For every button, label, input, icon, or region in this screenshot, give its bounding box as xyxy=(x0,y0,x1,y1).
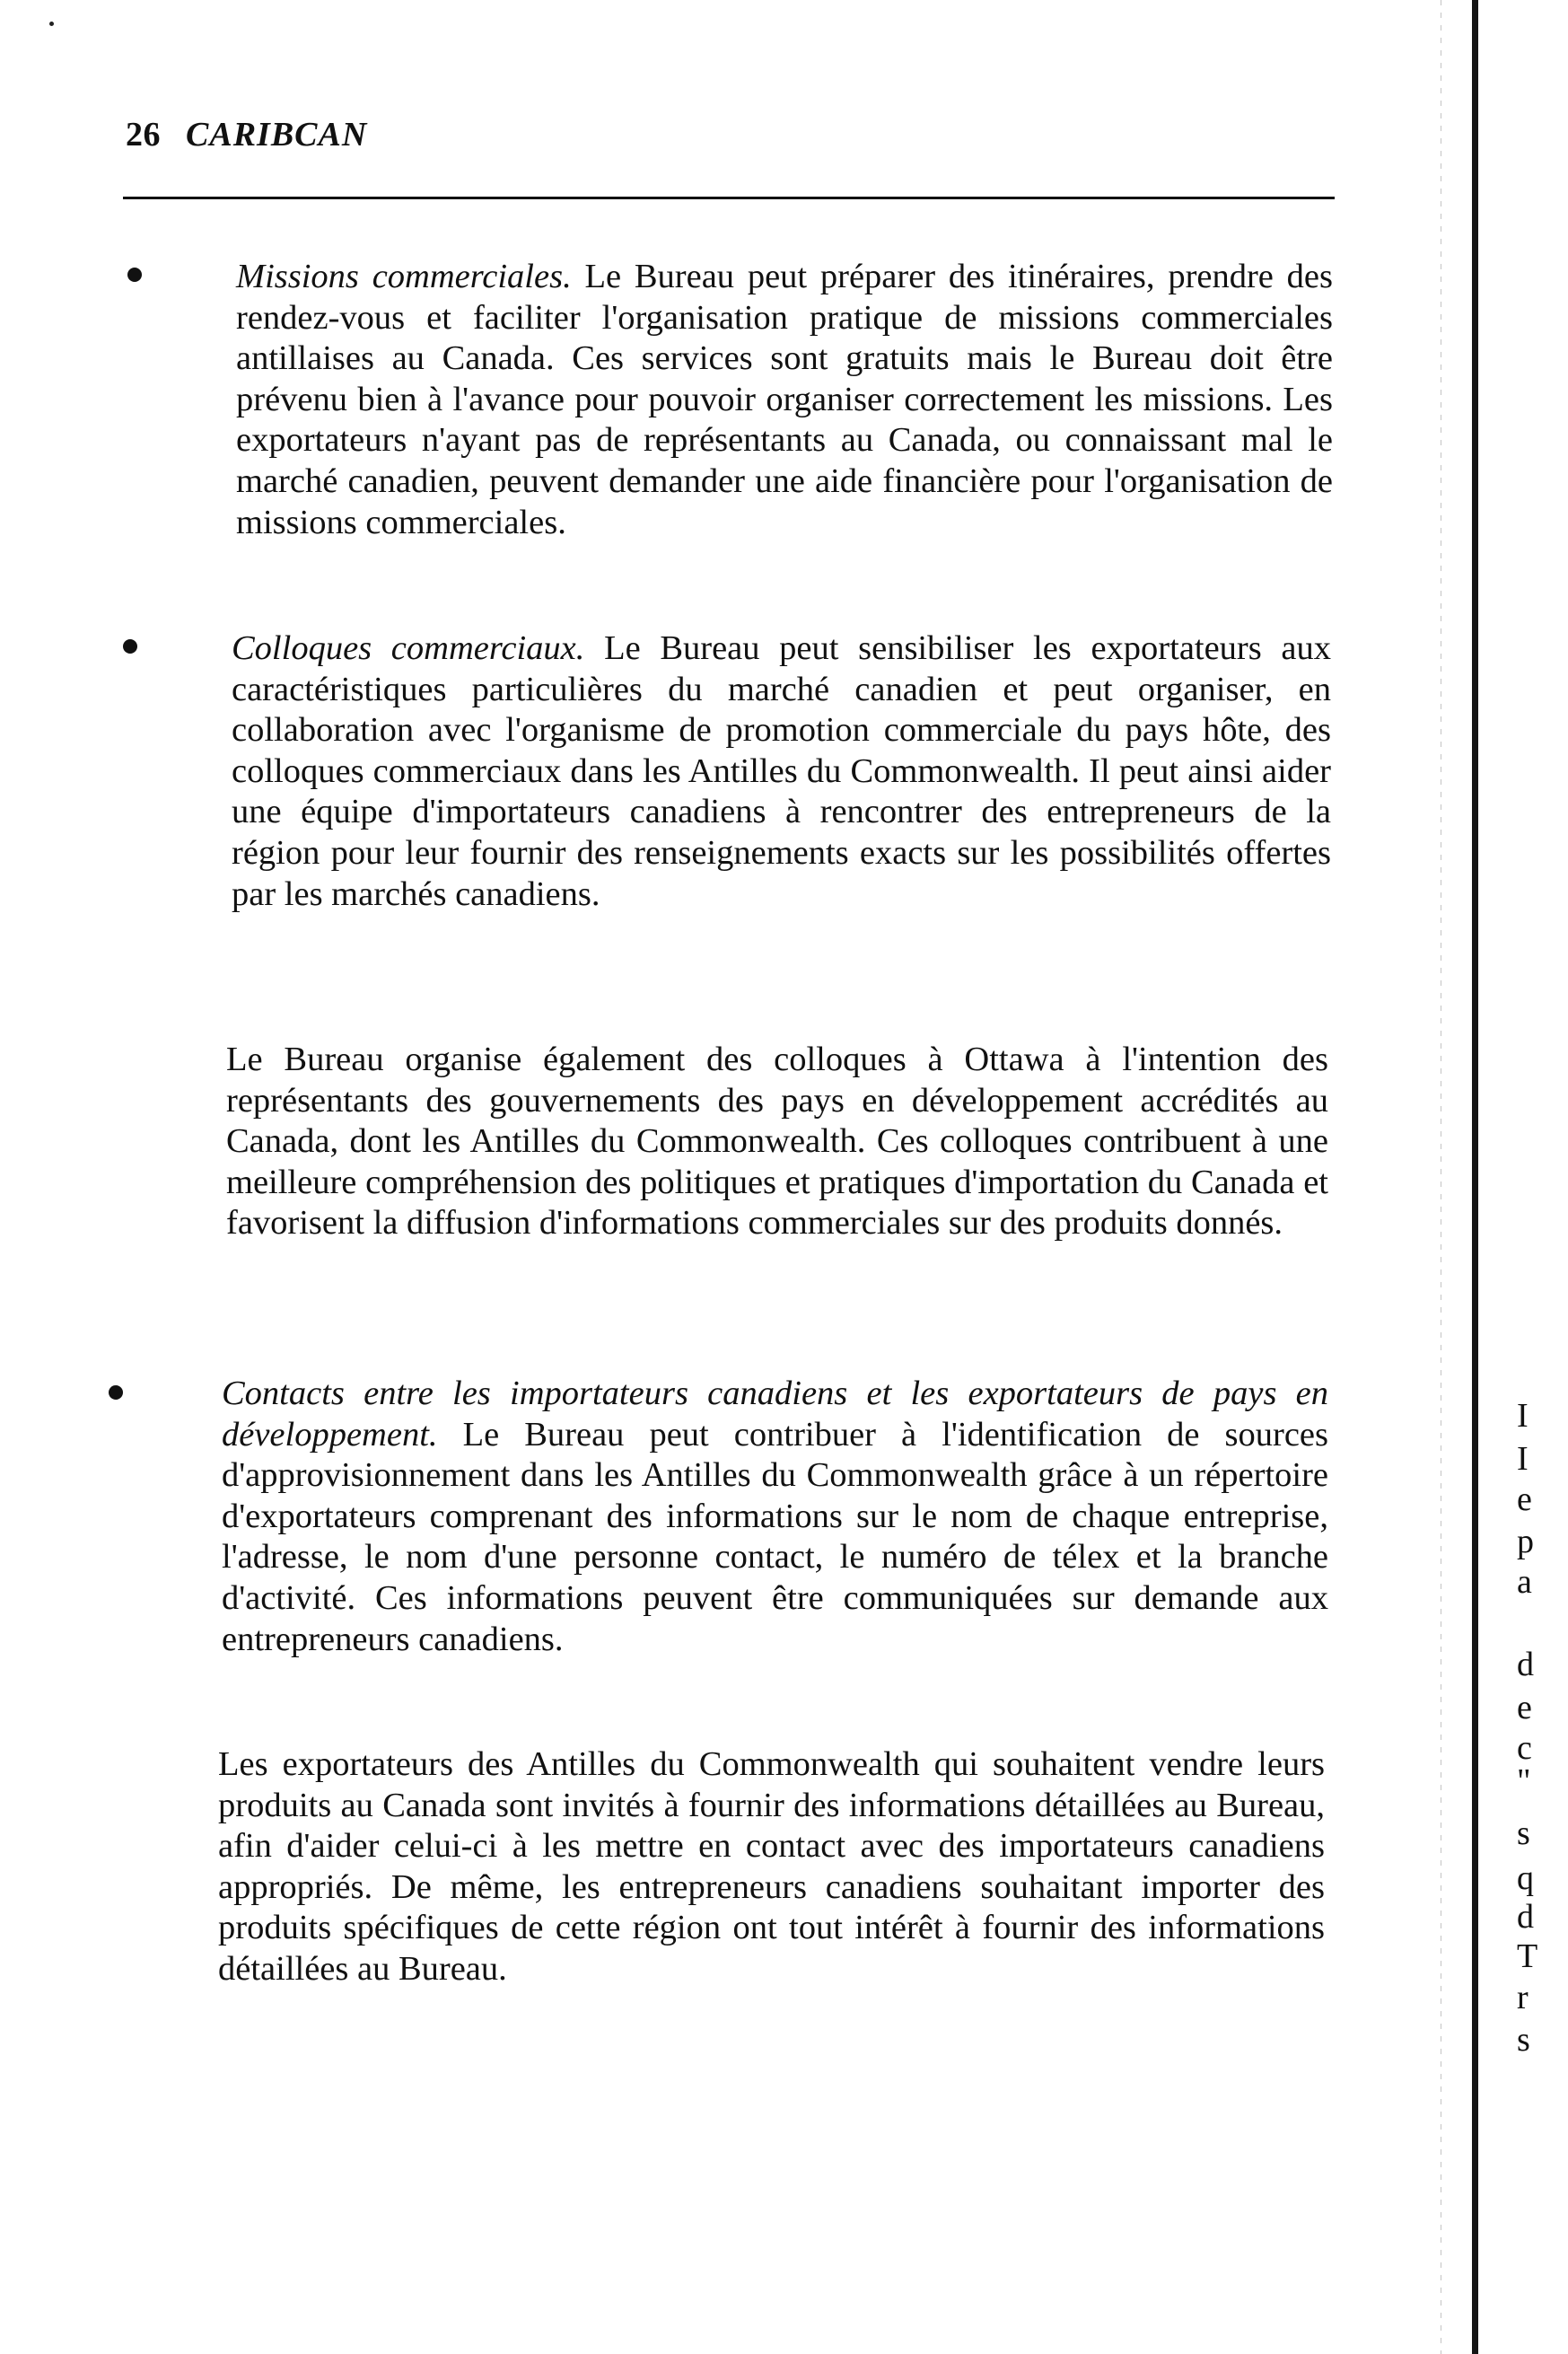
page-number: 26 xyxy=(126,116,161,154)
bullet-icon xyxy=(109,1385,123,1400)
book-binding xyxy=(1472,0,1478,2354)
adjacent-page-letter: c xyxy=(1517,1729,1532,1767)
adjacent-page-letter: a xyxy=(1517,1563,1532,1601)
adjacent-page-letter: q xyxy=(1517,1859,1534,1897)
adjacent-page-letter: T xyxy=(1517,1937,1538,1975)
paragraph-lead: Contacts entre les importateurs canadiens et les exportateurs de pays en développement. xyxy=(222,1375,1328,1454)
running-title: CARIBCAN xyxy=(186,116,368,154)
adjacent-page-letter: e xyxy=(1517,1480,1532,1518)
bullet-icon xyxy=(123,639,137,654)
adjacent-page-letter: e xyxy=(1517,1689,1532,1726)
adjacent-page-letter: r xyxy=(1517,1979,1529,2016)
bullet-icon xyxy=(127,268,142,282)
paragraph-colloques xyxy=(232,628,1331,915)
paragraph-text: Le Bureau peut sensibiliser les exportateurs aux caractéristiques particulières du marché canadien et peut organiser, en collaboration avec l'organisme de promotion commerciale du pays hôte, des colloques commerciaux dans les Antilles du Commonwealth. Il peut ainsi aider une équipe d'importateurs canadiens à rencontrer des entrepreneurs de la région pour leur fournir des renseignements exacts sur les possibilités offertes par les marchés canadiens. xyxy=(232,629,1331,913)
paragraph-lead: Missions commerciales. xyxy=(236,258,585,295)
paragraph-exportateurs xyxy=(218,1744,1325,1990)
paragraph-text: Les exportateurs des Antilles du Commonwealth qui souhaitent vendre leurs produits au Canada sont invités à fournir des informations détaillées au Bureau, afin d'aider celui-ci à les mettre en contact avec des importateurs canadiens appropriés. De même, les entrepreneurs canadiens souhaitant importer des produits spécifiques de cette région ont tout intérêt à fournir des informations détaillées au Bureau. xyxy=(218,1745,1325,1988)
paragraph-text: Le Bureau peut contribuer à l'identification de sources d'approvisionnement dans les Antilles du Commonwealth grâce à un répertoire d'exportateurs comprenant des informations sur le nom de chaque entreprise, l'adresse, le nom d'une personne contact, le numéro de télex et la branche d'activité. Ces informations peuvent être communiquées sur demande aux entrepreneurs canadiens. xyxy=(222,1415,1328,1658)
scan-speck xyxy=(49,22,54,26)
paragraph-missions xyxy=(236,257,1333,543)
adjacent-page-letter: I xyxy=(1517,1440,1529,1478)
header-rule xyxy=(123,197,1335,199)
paragraph-text: Le Bureau peut préparer des itinéraires, prendre des rendez-vous et faciliter l'organisation pratique de missions commerciales antillaises au Canada. Ces services sont gratuits mais le Bureau doit être prévenu bien à l'avance pour pouvoir organiser correctement les missions. Les exportateurs n'ayant pas de représentants au Canada, ou connaissant mal le marché canadien, peuvent demander une aide financière pour l'organisation de missions commerciales. xyxy=(236,258,1333,541)
paragraph-text: Le Bureau organise également des colloques à Ottawa à l'intention des représentants des gouvernements des pays en développement accrédités au Canada, dont les Antilles du Commonwealth. Ces colloques contribuent à une meilleure compréhension des politiques et pratiques d'importation du Canada et favorisent la diffusion d'informations commerciales sur des produits donnés. xyxy=(226,1041,1328,1243)
adjacent-page-letter: s xyxy=(1517,1814,1530,1852)
page-header xyxy=(126,115,367,154)
paragraph-contacts xyxy=(222,1374,1328,1660)
paragraph-lead: Colloques commerciaux. xyxy=(232,629,605,667)
adjacent-page-letter: s xyxy=(1517,2021,1530,2059)
adjacent-page-letter: d xyxy=(1517,1898,1534,1936)
adjacent-page-letter: " xyxy=(1517,1762,1531,1800)
adjacent-page-letter: p xyxy=(1517,1523,1534,1560)
adjacent-page-letter: d xyxy=(1517,1646,1534,1683)
adjacent-page-letter: I xyxy=(1517,1397,1529,1435)
paragraph-ottawa xyxy=(226,1040,1328,1244)
